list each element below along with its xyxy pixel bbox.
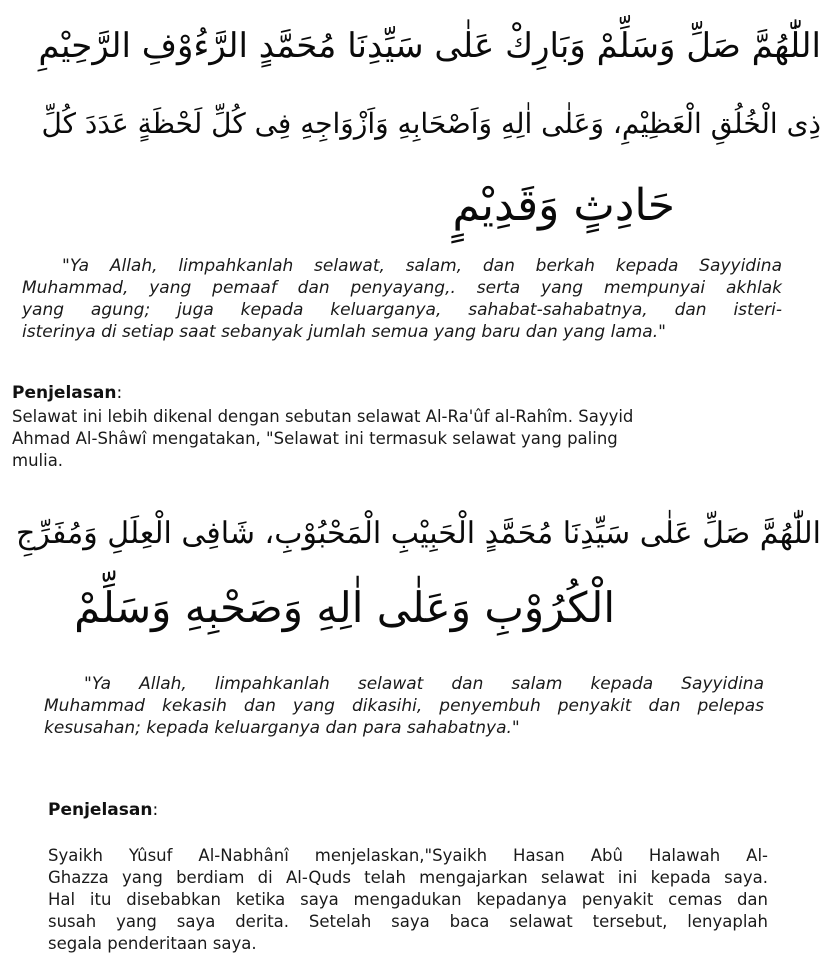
explanation1-heading-colon: : — [116, 383, 123, 403]
explanation2-body — [48, 845, 768, 955]
prayer1-translation-line: yang agung; juga kepada keluarganya, sahabat-sahabatnya, dan isteri- — [22, 300, 782, 320]
prayer2-translation — [44, 673, 764, 739]
prayer1-translation-line: isterinya di setiap saat sebanyak jumlah semua yang baru dan yang lama." — [22, 322, 666, 342]
prayer1-translation-line: "Ya Allah, limpahkanlah selawat, salam, dan berkah kepada Sayyidina — [62, 256, 782, 276]
explanation2-line: Ghazza yang berdiam di Al-Quds telah mengajarkan selawat ini kepada saya. — [48, 868, 768, 887]
explanation1-heading — [12, 383, 122, 403]
prayer1-arabic-line-2: ذِى الْخُلُقِ الْعَظِيْمِ، وَعَلٰى اٰلِهِ وَاَصْحَابِهِ وَاَزْوَاجِهِ فِى كُلِّ لَحْظَةٍ عَدَدَ كُلِّ — [41, 107, 821, 140]
prayer1-translation — [22, 255, 782, 343]
prayer2-arabic-line-2: الْكُرُوْبِ وَعَلٰى اٰلِهِ وَصَحْبِهِ وَسَلِّمْ — [74, 583, 615, 632]
explanation1-heading-text: Penjelasan — [12, 383, 117, 403]
prayer2-translation-line: kesusahan; kepada keluarganya dan para sahabatnya." — [44, 718, 520, 738]
explanation2-line: segala penderitaan saya. — [48, 934, 257, 953]
explanation1-line: Selawat ini lebih dikenal dengan sebutan selawat Al-Ra'ûf al-Rahîm. Sayyid — [12, 407, 634, 426]
prayer1-arabic-line-1: اللّٰهُمَّ صَلِّ وَسَلِّمْ وَبَارِكْ عَلٰى سَيِّدِنَا مُحَمَّدٍ الرَّءُوْفِ الرَّحِيْمِ — [38, 26, 821, 66]
explanation2-heading-text: Penjelasan — [48, 800, 153, 820]
explanation2-line: susah yang saya derita. Setelah saya baca selawat tersebut, lenyaplah — [48, 912, 768, 931]
explanation2-line: Hal itu disebabkan ketika saya mengadukan kepadanya penyakit cemas dan — [48, 890, 768, 909]
explanation2-heading — [48, 800, 158, 820]
explanation1-line: mulia. — [12, 451, 64, 470]
prayer2-arabic-line-1: اللّٰهُمَّ صَلِّ عَلٰى سَيِّدِنَا مُحَمَّدٍ الْحَبِيْبِ الْمَحْبُوْبِ، شَافِى الْعِلَلِ وَمُفَرِّجِ — [16, 516, 821, 551]
explanation2-line: Syaikh Yûsuf Al-Nabhânî menjelaskan,"Syaikh Hasan Abû Halawah Al- — [48, 846, 768, 865]
prayer2-translation-line: Muhammad kekasih dan yang dikasihi, penyembuh penyakit dan pelepas — [44, 696, 764, 716]
explanation2-heading-colon: : — [152, 800, 159, 820]
prayer2-translation-line: "Ya Allah, limpahkanlah selawat dan salam kepada Sayyidina — [84, 674, 764, 694]
prayer1-translation-line: Muhammad, yang pemaaf dan penyayang,. serta yang mempunyai akhlak — [22, 278, 782, 298]
explanation1-line: Ahmad Al-Shâwî mengatakan, "Selawat ini termasuk selawat yang paling — [12, 429, 618, 448]
prayer1-arabic-line-3: حَادِثٍ وَقَدِيْمٍ — [452, 180, 675, 231]
explanation1-body — [12, 406, 732, 472]
